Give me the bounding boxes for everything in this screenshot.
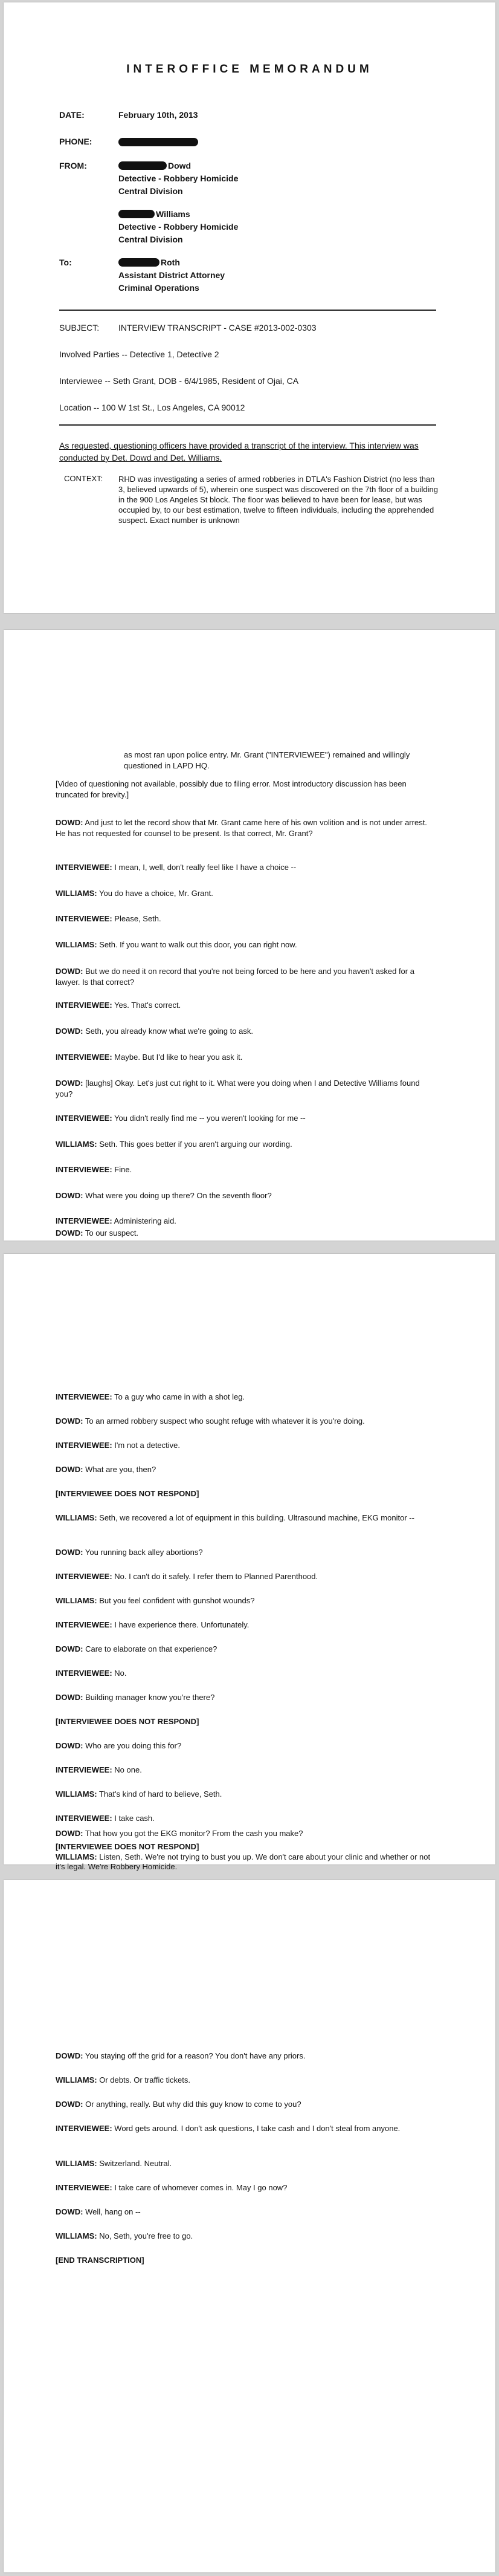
- line-text: I take cash.: [114, 1814, 155, 1823]
- speaker: INTERVIEWEE:: [56, 2183, 112, 2192]
- line-text: I mean, I, well, don't really feel like I have a choice --: [114, 863, 297, 872]
- from2-division: Central Division: [118, 235, 183, 244]
- dialogue-line: [56, 1692, 436, 1703]
- speaker: DOWD:: [56, 2100, 83, 2109]
- from1-title: Detective - Robbery Homicide: [118, 174, 239, 183]
- subject-label: SUBJECT:: [59, 323, 100, 333]
- line-text: No, Seth, you're free to go.: [99, 2231, 193, 2240]
- line-text: No one.: [114, 1765, 142, 1774]
- line-text: But we do need it on record that you're not being forced to be here and you haven't asked for a lawyer. Is that correct?: [56, 967, 414, 987]
- speaker: WILLIAMS:: [56, 2159, 97, 2168]
- dialogue-line: [56, 2231, 436, 2242]
- subject-value: INTERVIEW TRANSCRIPT - CASE #2013-002-0303: [118, 323, 317, 333]
- dialogue-line: [56, 1216, 436, 1227]
- speaker: DOWD:: [56, 2207, 83, 2216]
- speaker: DOWD:: [56, 1228, 83, 1238]
- end-transcription: [END TRANSCRIPTION]: [56, 2256, 144, 2265]
- line-text: Building manager know you're there?: [85, 1693, 215, 1702]
- dialogue-line: [56, 1139, 436, 1150]
- line-text: No. I can't do it safely. I refer them to Planned Parenthood.: [114, 1572, 318, 1581]
- to-name: Roth: [161, 258, 180, 267]
- from-label: FROM:: [59, 161, 87, 170]
- line-text: Switzerland. Neutral.: [99, 2159, 172, 2168]
- dialogue-line: [56, 817, 436, 839]
- line-text: That's kind of hard to believe, Seth.: [98, 1789, 222, 1799]
- stage-direction: [INTERVIEWEE DOES NOT RESPOND]: [56, 1489, 199, 1498]
- line-text: No.: [114, 1669, 127, 1678]
- dialogue-line: [56, 2123, 436, 2134]
- context-continuation: as most ran upon police entry. Mr. Grant ("INTERVIEWEE") remained and willingly questioned in LAPD HQ.: [124, 750, 410, 770]
- dialogue-line: [56, 779, 436, 800]
- line-text: What were you doing up there? On the seventh floor?: [85, 1191, 272, 1200]
- from-sender-2: [118, 208, 238, 246]
- phone-label: PHONE:: [59, 137, 92, 146]
- dialogue-line: [56, 1228, 436, 1239]
- dialogue-line: [56, 1741, 436, 1751]
- line-text: Seth, you already know what we're going to ask.: [85, 1027, 253, 1036]
- dialogue-line: [56, 1113, 436, 1124]
- dialogue-line: [56, 1765, 436, 1776]
- to-label: To:: [59, 258, 72, 267]
- from2-title: Detective - Robbery Homicide: [118, 222, 239, 232]
- interviewee-info: Interviewee -- Seth Grant, DOB - 6/4/1985, Resident of Ojai, CA: [59, 376, 299, 386]
- dialogue-line: [56, 913, 436, 924]
- dialogue-line: [56, 1620, 436, 1630]
- line-text: Seth. This goes better if you aren't arguing our wording.: [99, 1140, 292, 1149]
- context-label: CONTEXT:: [64, 474, 103, 483]
- speaker: WILLIAMS:: [56, 2075, 97, 2084]
- transcript-note: As requested, questioning officers have provided a transcript of the interview. This interview was conducted by Det. Dowd and Det. Williams.: [59, 441, 419, 462]
- dialogue-line: [56, 1000, 436, 1011]
- line-text: But you feel confident with gunshot wounds?: [99, 1596, 255, 1605]
- speaker: DOWD:: [56, 2051, 83, 2060]
- dialogue-line: [56, 1392, 436, 1403]
- date-label: DATE:: [59, 110, 85, 120]
- speaker: DOWD:: [56, 1465, 83, 1474]
- speaker: DOWD:: [56, 818, 83, 827]
- line-text: [laughs] Okay. Let's just cut right to it. What were you doing when I and Detective Williams found you?: [56, 1079, 420, 1098]
- line-text: Word gets around. I don't ask questions, I take cash and I don't steal from anyone.: [114, 2124, 401, 2133]
- line-text: I have experience there. Unfortunately.: [114, 1620, 250, 1629]
- speaker: INTERVIEWEE:: [56, 914, 112, 923]
- section-divider: [59, 424, 436, 426]
- speaker: DOWD:: [56, 1079, 83, 1088]
- speaker: DOWD:: [56, 1191, 83, 1200]
- speaker: DOWD:: [56, 1644, 83, 1653]
- location-info: Location -- 100 W 1st St., Los Angeles, CA 90012: [59, 403, 245, 412]
- memo-page-1: [4, 2, 495, 613]
- dialogue-line: [56, 2051, 436, 2062]
- memo-title: INTEROFFICE MEMORANDUM: [126, 63, 373, 76]
- to-division: Criminal Operations: [118, 283, 199, 293]
- dialogue-line: [56, 966, 436, 988]
- line-text: Care to elaborate on that experience?: [85, 1644, 217, 1653]
- line-text: Who are you doing this for?: [85, 1741, 182, 1750]
- speaker: INTERVIEWEE:: [56, 2124, 112, 2133]
- to-title: Assistant District Attorney: [118, 270, 225, 280]
- line-text: Yes. That's correct.: [114, 1001, 181, 1010]
- line-text: What are you, then?: [85, 1465, 156, 1474]
- line-text: Seth. If you want to walk out this door, you can right now.: [99, 940, 297, 949]
- dialogue-line: [56, 1828, 436, 1839]
- speaker: DOWD:: [56, 1548, 83, 1557]
- speaker: WILLIAMS:: [56, 940, 97, 949]
- speaker: INTERVIEWEE:: [56, 1392, 112, 1401]
- speaker: DOWD:: [56, 1741, 83, 1750]
- dialogue-line: [56, 2099, 436, 2110]
- speaker: INTERVIEWEE:: [56, 1620, 112, 1629]
- line-text: Fine.: [114, 1165, 132, 1174]
- speaker: WILLIAMS:: [56, 2231, 97, 2240]
- line-text: You didn't really find me -- you weren't looking for me --: [114, 1114, 306, 1123]
- speaker: INTERVIEWEE:: [56, 1053, 112, 1062]
- dialogue-line: [56, 1464, 436, 1475]
- speaker: INTERVIEWEE:: [56, 863, 112, 872]
- speaker: INTERVIEWEE:: [56, 1165, 112, 1174]
- speaker: INTERVIEWEE:: [56, 1001, 112, 1010]
- line-text: I take care of whomever comes in. May I go now?: [114, 2183, 288, 2192]
- dialogue-line: [56, 1190, 436, 1201]
- line-text: Or anything, really. But why did this guy know to come to you?: [85, 2100, 301, 2109]
- involved-parties: Involved Parties -- Detective 1, Detective 2: [59, 349, 219, 359]
- speaker: INTERVIEWEE:: [56, 1216, 112, 1225]
- speaker: INTERVIEWEE:: [56, 1114, 112, 1123]
- dialogue-line: [56, 2207, 436, 2218]
- dialogue-line: [56, 1571, 436, 1582]
- speaker: DOWD:: [56, 1829, 83, 1838]
- dialogue-line: [56, 939, 436, 950]
- line-text: [Video of questioning not available, possibly due to filing error. Most introductory discussion has been truncated for brevity.]: [56, 779, 407, 799]
- dialogue-line: [56, 1026, 436, 1037]
- dialogue-line: [56, 1595, 436, 1606]
- header-divider: [59, 310, 436, 311]
- dialogue-line: [56, 2182, 436, 2193]
- line-text: To a guy who came in with a shot leg.: [114, 1392, 245, 1401]
- line-text: Please, Seth.: [114, 914, 161, 923]
- speaker: INTERVIEWEE:: [56, 1814, 112, 1823]
- line-text: Well, hang on --: [85, 2207, 141, 2216]
- speaker: INTERVIEWEE:: [56, 1669, 112, 1678]
- dialogue-line: [56, 1789, 436, 1800]
- dialogue-line: [56, 1078, 436, 1100]
- line-text: You staying off the grid for a reason? You don't have any priors.: [85, 2051, 306, 2060]
- speaker: WILLIAMS:: [56, 1789, 97, 1799]
- from1-name: Dowd: [168, 161, 192, 170]
- dialogue-line: [56, 1440, 436, 1451]
- speaker: INTERVIEWEE:: [56, 1441, 112, 1450]
- line-text: To our suspect.: [85, 1228, 139, 1238]
- speaker: WILLIAMS:: [56, 1852, 97, 1861]
- dialogue-line: [56, 1668, 436, 1679]
- dialogue-line: [56, 1164, 436, 1175]
- dialogue-line: [56, 1416, 436, 1427]
- speaker: WILLIAMS:: [56, 1140, 97, 1149]
- speaker: DOWD:: [56, 1416, 83, 1426]
- to-recipient: [118, 256, 225, 294]
- dialogue-line: [56, 1852, 436, 1872]
- line-text: I'm not a detective.: [114, 1441, 181, 1450]
- line-text: And just to let the record show that Mr. Grant came here of his own volition and is not under arrest. He has not requested for counsel to be present. Is that correct, Mr. Grant?: [56, 818, 427, 838]
- speaker: DOWD:: [56, 1693, 83, 1702]
- from-sender-1: [118, 160, 238, 198]
- line-text: You do have a choice, Mr. Grant.: [98, 889, 213, 898]
- dialogue-line: [56, 1513, 436, 1523]
- name-redaction: [118, 161, 167, 170]
- dialogue-line: [56, 2075, 436, 2086]
- line-text: Administering aid.: [114, 1216, 176, 1225]
- line-text: Or debts. Or traffic tickets.: [99, 2075, 190, 2084]
- dialogue-line: [56, 2158, 436, 2169]
- name-redaction: [118, 258, 159, 267]
- line-text: Seth, we recovered a lot of equipment in this building. Ultrasound machine, EKG monitor --: [99, 1513, 414, 1522]
- context-text: RHD was investigating a series of armed robberies in DTLA's Fashion District (no less than 3, believed upwards of 5), wherein one suspect was discovered on the 7th floor of a building in the 900 Los Angeles St block. The floor was believed to have been for lease, but was occupied by, to our best estimation, twelve to fifteen individuals, including the apprehended suspect. Exact number is unknown: [118, 475, 438, 525]
- line-text: You running back alley abortions?: [85, 1548, 203, 1557]
- speaker: DOWD:: [56, 1027, 83, 1036]
- line-text: That how you got the EKG monitor? From the cash you make?: [85, 1829, 303, 1838]
- dialogue-line: [56, 862, 436, 873]
- speaker: WILLIAMS:: [56, 1596, 97, 1605]
- phone-redaction: [118, 136, 199, 149]
- name-redaction: [118, 210, 155, 218]
- dialogue-line: [56, 1813, 436, 1824]
- dialogue-line: [56, 1052, 436, 1063]
- speaker: WILLIAMS:: [56, 1513, 97, 1522]
- dialogue-line: [56, 888, 436, 899]
- dialogue-line: [56, 1644, 436, 1655]
- line-text: Listen, Seth. We're not trying to bust you up. We don't care about your clinic and whether or not it's legal. We're Robbery Homicide.: [56, 1852, 431, 1871]
- from1-division: Central Division: [118, 186, 183, 196]
- stage-direction: [INTERVIEWEE DOES NOT RESPOND]: [56, 1842, 199, 1851]
- memo-page-4: [4, 1880, 495, 2572]
- line-text: Maybe. But I'd like to hear you ask it.: [114, 1053, 243, 1062]
- date-value: February 10th, 2013: [118, 110, 198, 120]
- dialogue-line: [56, 1547, 436, 1558]
- speaker: DOWD:: [56, 967, 83, 976]
- speaker: WILLIAMS:: [56, 889, 97, 898]
- stage-direction: [INTERVIEWEE DOES NOT RESPOND]: [56, 1717, 199, 1726]
- speaker: INTERVIEWEE:: [56, 1572, 112, 1581]
- from2-name: Williams: [156, 209, 190, 219]
- line-text: To an armed robbery suspect who sought refuge with whatever it is you're doing.: [85, 1416, 365, 1426]
- speaker: INTERVIEWEE:: [56, 1765, 112, 1774]
